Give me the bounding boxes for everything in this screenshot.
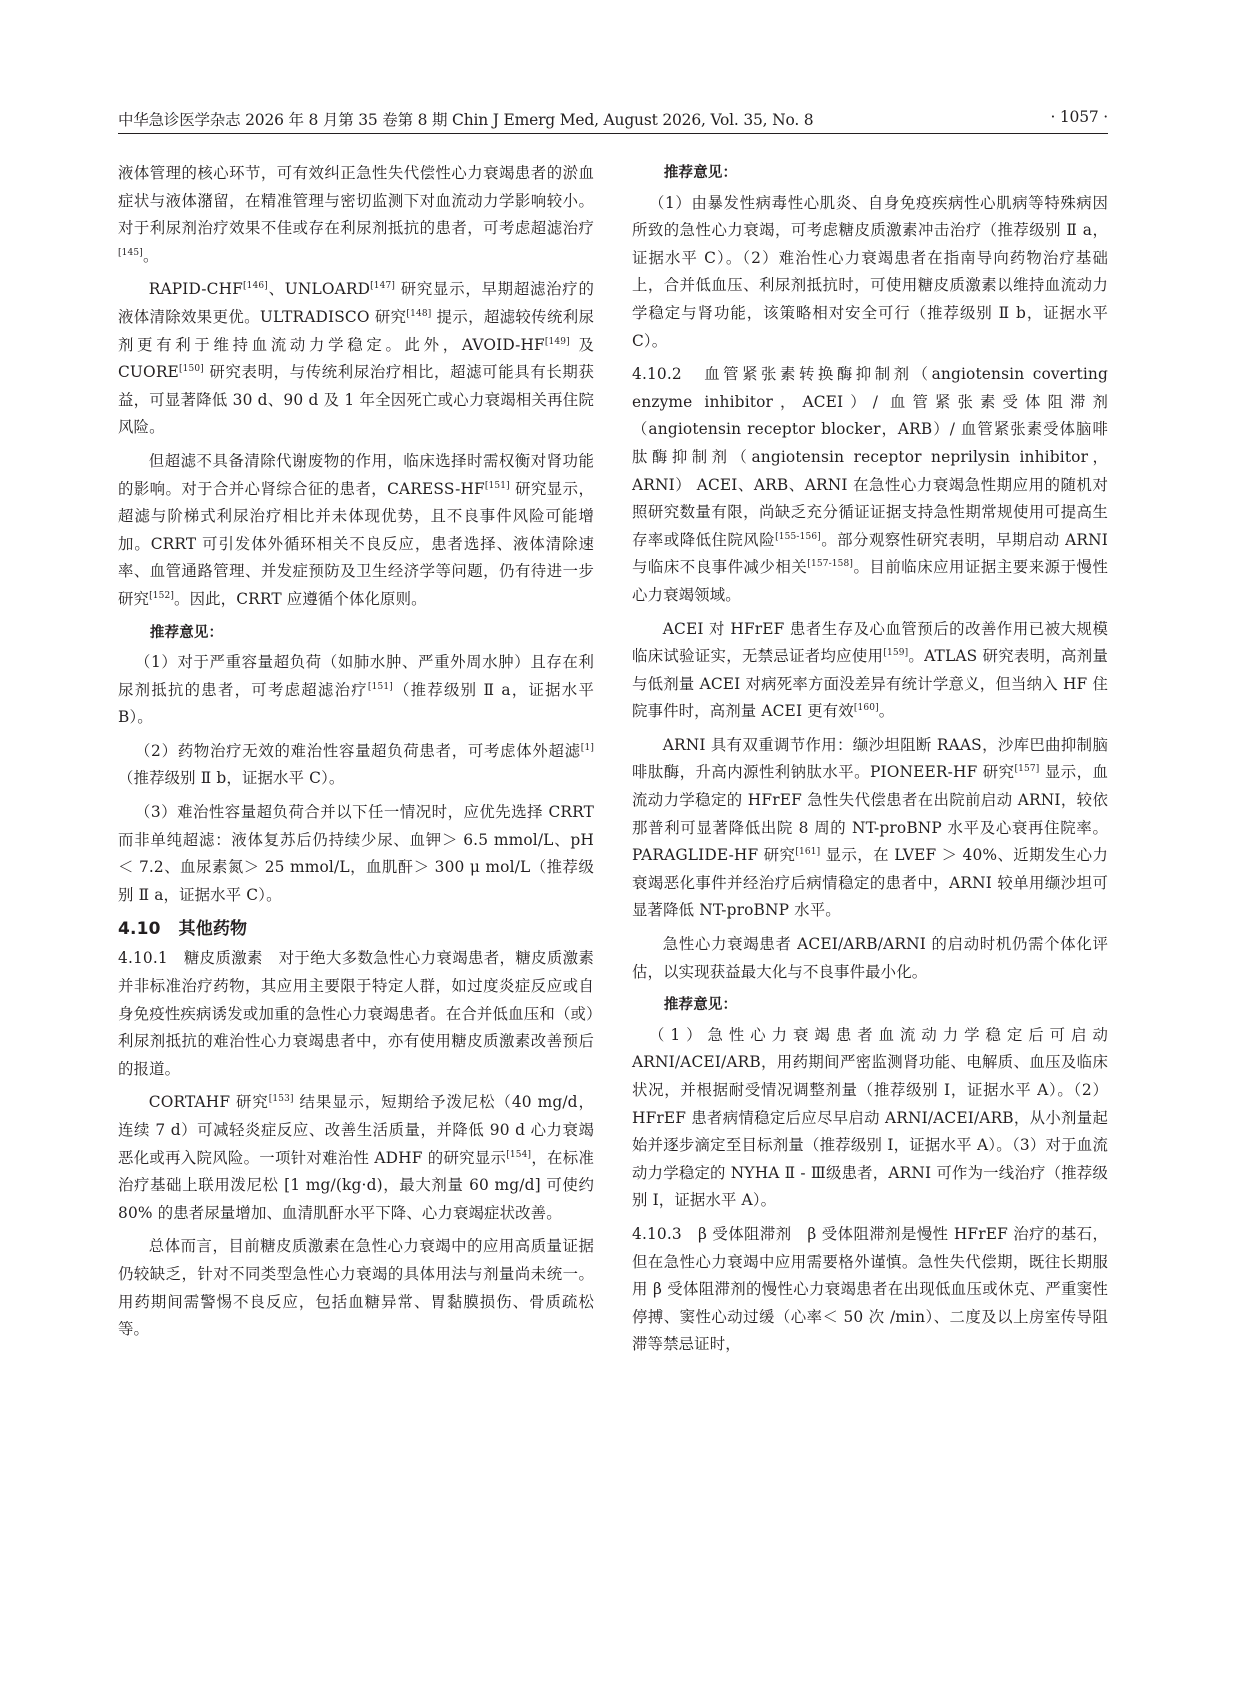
paragraph: CORTAHF 研究[153] 结果显示，短期给予泼尼松（40 mg/d，连续 7 d）可减轻炎症反应、改善生活质量，并降低 90 d 心力衰竭恶化或再入院风险。一项针对难治性 ADHF 的研究显示[154]，在标准治疗基础上联用泼尼松 [1 mg/(kg·d)，最大剂量 60 mg/d] 可使约 80% 的患者尿量增加、血清肌酐水平下降、心力衰竭症状改善。 [118, 1093, 595, 1222]
subsection-number: 4.10.1 [118, 949, 168, 968]
citation: [157-158] [807, 559, 854, 570]
recommendation-item: （1）由暴发性病毒性心肌炎、自身免疫疾病性心肌病等特殊病因所致的急性心力衰竭，可考虑糖皮质激素冲击治疗（推荐级别 Ⅱ a，证据水平 C）。（2）难治性心力衰竭患者在指南导向药物治疗基础上，合并低血压、利尿剂抵抗时，可使用糖皮质激素以维持血流动力学稳定与肾功能，该策略相对安全可行（推荐级别 Ⅱ b，证据水平 C）。 [632, 193, 1108, 350]
citation: [157] [1014, 764, 1040, 775]
paragraph: 总体而言，目前糖皮质激素在急性心力衰竭中的应用高质量证据仍较缺乏，针对不同类型急性心力衰竭的具体用法与剂量尚未统一。用药期间需警惕不良反应，包括血糖异常、胃黏膜损伤、骨质疏松等。 [118, 1237, 594, 1339]
citation: [161] [795, 847, 821, 858]
paragraph: 但超滤不具备清除代谢废物的作用，临床选择时需权衡对肾功能的影响。对于合并心肾综合征的患者，CARESS-HF[151] 研究显示，超滤与阶梯式利尿治疗相比并未体现优势，且不良事件风险可能增加。CRRT 可引发体外循环相关不良反应，患者选择、液体清除速率、血管通路管理、并发症预防及卫生经济学等问题，仍有待进一步研究[152]。因此，CRRT 应遵循个体化原则。 [118, 451, 595, 608]
section-heading: 4.10 其他药物 [118, 919, 248, 940]
left-column [118, 160, 594, 1350]
paragraph: ARNI 具有双重调节作用：缬沙坦阻断 RAAS，沙库巴曲抑制脑啡肽酶，升高内源性利钠肽水平。PIONEER-HF 研究[157] 显示，血流动力学稳定的 HFrEF 急性失代偿患者在出院前启动 ARNI，较依那普利可显著降低出院 8 周的 NT-proBNP 水平及心衰再住院率。PARAGLIDE-HF 研究[161] 显示，在 LVEF ＞ 40%、近期发生心力衰竭恶化事件并经治疗后病情稳定的患者中，ARNI 较单用缬沙坦可显著降低 NT-proBNP 水平。 [632, 735, 1108, 920]
subsection-number: 4.10.2 [632, 365, 682, 384]
citation: [155-156] [775, 531, 821, 542]
citation: [151] [367, 681, 393, 692]
citation: [152] [149, 590, 175, 601]
right-column [632, 160, 1108, 1365]
subsection-paragraph: 4.10.1 糖皮质激素 对于绝大多数急性心力衰竭患者，糖皮质激素并非标准治疗药物，其应用主要限于特定人群，如过度炎症反应或自身免疫性疾病诱发或加重的急性心力衰竭患者。在合并低血压和（或）利尿剂抵抗的难治性心力衰竭患者中，亦有使用糖皮质激素改善预后的报道。 [118, 949, 594, 1078]
recommendation-heading: 推荐意见： [663, 997, 738, 1014]
recommendation-item: （2）药物治疗无效的难治性容量超负荷患者，可考虑体外超滤[1]（推荐级别 Ⅱ b，证据水平 C）。 [118, 741, 594, 788]
subsection-title: 糖皮质激素 [183, 949, 263, 968]
citation: [150] [178, 364, 204, 375]
citation: [159] [883, 648, 909, 659]
citation: [153] [268, 1094, 294, 1105]
subsection-title: β 受体阻滞剂 [698, 1224, 792, 1243]
journal-citation: 中华急诊医学杂志 2026 年 8 月第 35 卷第 8 期 Chin J Emerg Med, August 2026, Vol. 35, No. 8 [118, 111, 814, 129]
recommendation-item: （1）急性心力衰竭患者血流动力学稳定后可启动 ARNI/ACEI/ARB，用药期间严密监测肾功能、电解质、血压及临床状况，并根据耐受情况调整剂量（推荐级别 Ⅰ，证据水平 A）。（2）HFrEF 患者病情稳定后应尽早启动 ARNI/ACEI/ARB，从小剂量起始并逐步滴定至目标剂量（推荐级别 Ⅰ，证据水平 A）。（3）对于血流动力学稳定的 NYHA Ⅱ - Ⅲ级患者，ARNI 可作为一线治疗（推荐级别 Ⅰ，证据水平 A）。 [632, 1025, 1108, 1210]
subsection-paragraph: 4.10.2 血管紧张素转换酶抑制剂（angiotensin coverting enzyme inhibitor，ACEI）/ 血管紧张素受体阻滞剂（angiotensin receptor blocker，ARB）/ 血管紧张素受体脑啡肽酶抑制剂（angiotensin receptor neprilysin inhibitor，ARNI） ACEI、ARB、ARNI 在急性心力衰竭急性期应用的随机对照研究数量有限，尚缺乏充分循证证据支持急性期常规使用可提高生存率或降低住院风险[155-156]。部分观察性研究表明，早期启动 ARNI 与临床不良事件减少相关[157-158]。目前临床应用证据主要来源于慢性心力衰竭领域。 [632, 365, 1108, 604]
citation: [154] [506, 1149, 532, 1160]
citation: [148] [406, 308, 432, 319]
paragraph: ACEI 对 HFrEF 患者生存及心血管预后的改善作用已被大规模临床试验证实，无禁忌证者均应使用[159]。ATLAS 研究表明，高剂量与低剂量 ACEI 对病死率方面没差异有统计学意义，但当纳入 HF 住院事件时，高剂量 ACEI 更有效[160]。 [632, 619, 1108, 721]
header-rule [118, 133, 1108, 134]
citation: [151] [484, 480, 510, 491]
paragraph: 急性心力衰竭患者 ACEI/ARB/ARNI 的启动时机仍需个体化评估，以实现获益最大化与不良事件最小化。 [632, 935, 1108, 981]
citation: [160] [853, 703, 879, 714]
subsection-paragraph: 4.10.3 β 受体阻滞剂 β 受体阻滞剂是慢性 HFrEF 治疗的基石，但在急性心力衰竭中应用需要格外谨慎。急性失代偿期，既往长期服用 β 受体阻滞剂的慢性心力衰竭患者在出现低血压或休克、严重窦性停搏、窦性心动过缓（心率＜ 50 次 /min）、二度及以上房室传导阻滞等禁忌证时， [632, 1224, 1109, 1354]
recommendation-item: （3）难治性容量超负荷合并以下任一情况时，应优先选择 CRRT 而非单纯超滤：液体复苏后仍持续少尿、血钾＞ 6.5 mmol/L、pH ＜ 7.2、血尿素氮＞ 25 mmol/L，血肌酐＞ 300 μ mol/L（推荐级别 Ⅱ a，证据水平 C）。 [118, 803, 594, 904]
paragraph: RAPID-CHF[146]、UNLOARD[147] 研究显示，早期超滤治疗的液体清除效果更优。ULTRADISCO 研究[148] 提示，超滤较传统利尿剂更有利于维持血流动力学稳定。此外，AVOID-HF[149] 及 CUORE[150] 研究表明，与传统利尿治疗相比，超滤可能具有长期获益，可显著降低 30 d、90 d 及 1 年全因死亡或心力衰竭相关再住院风险。 [118, 280, 595, 437]
citation: [149] [544, 336, 570, 347]
citation: [1] [580, 742, 594, 753]
page-number: · 1057 · [1050, 108, 1108, 126]
recommendation-item: （1）对于严重容量超负荷（如肺水肿、严重外周水肿）且存在利尿剂抵抗的患者，可考虑超滤治疗[151]（推荐级别 Ⅱ a，证据水平 B）。 [118, 653, 594, 727]
citation: [146] [243, 281, 268, 292]
citation: [145] [118, 247, 143, 258]
recommendation-heading: 推荐意见： [149, 624, 224, 641]
recommendation-heading: 推荐意见： [663, 165, 738, 181]
subsection-number: 4.10.3 [632, 1224, 682, 1243]
citation: [147] [370, 281, 396, 292]
paragraph: 液体管理的核心环节，可有效纠正急性失代偿性心力衰竭患者的淤血症状与液体潴留，在精准管理与密切监测下对血流动力学影响较小。对于利尿剂治疗效果不佳或存在利尿剂抵抗的患者，可考虑超滤治疗[145]。 [118, 164, 594, 265]
